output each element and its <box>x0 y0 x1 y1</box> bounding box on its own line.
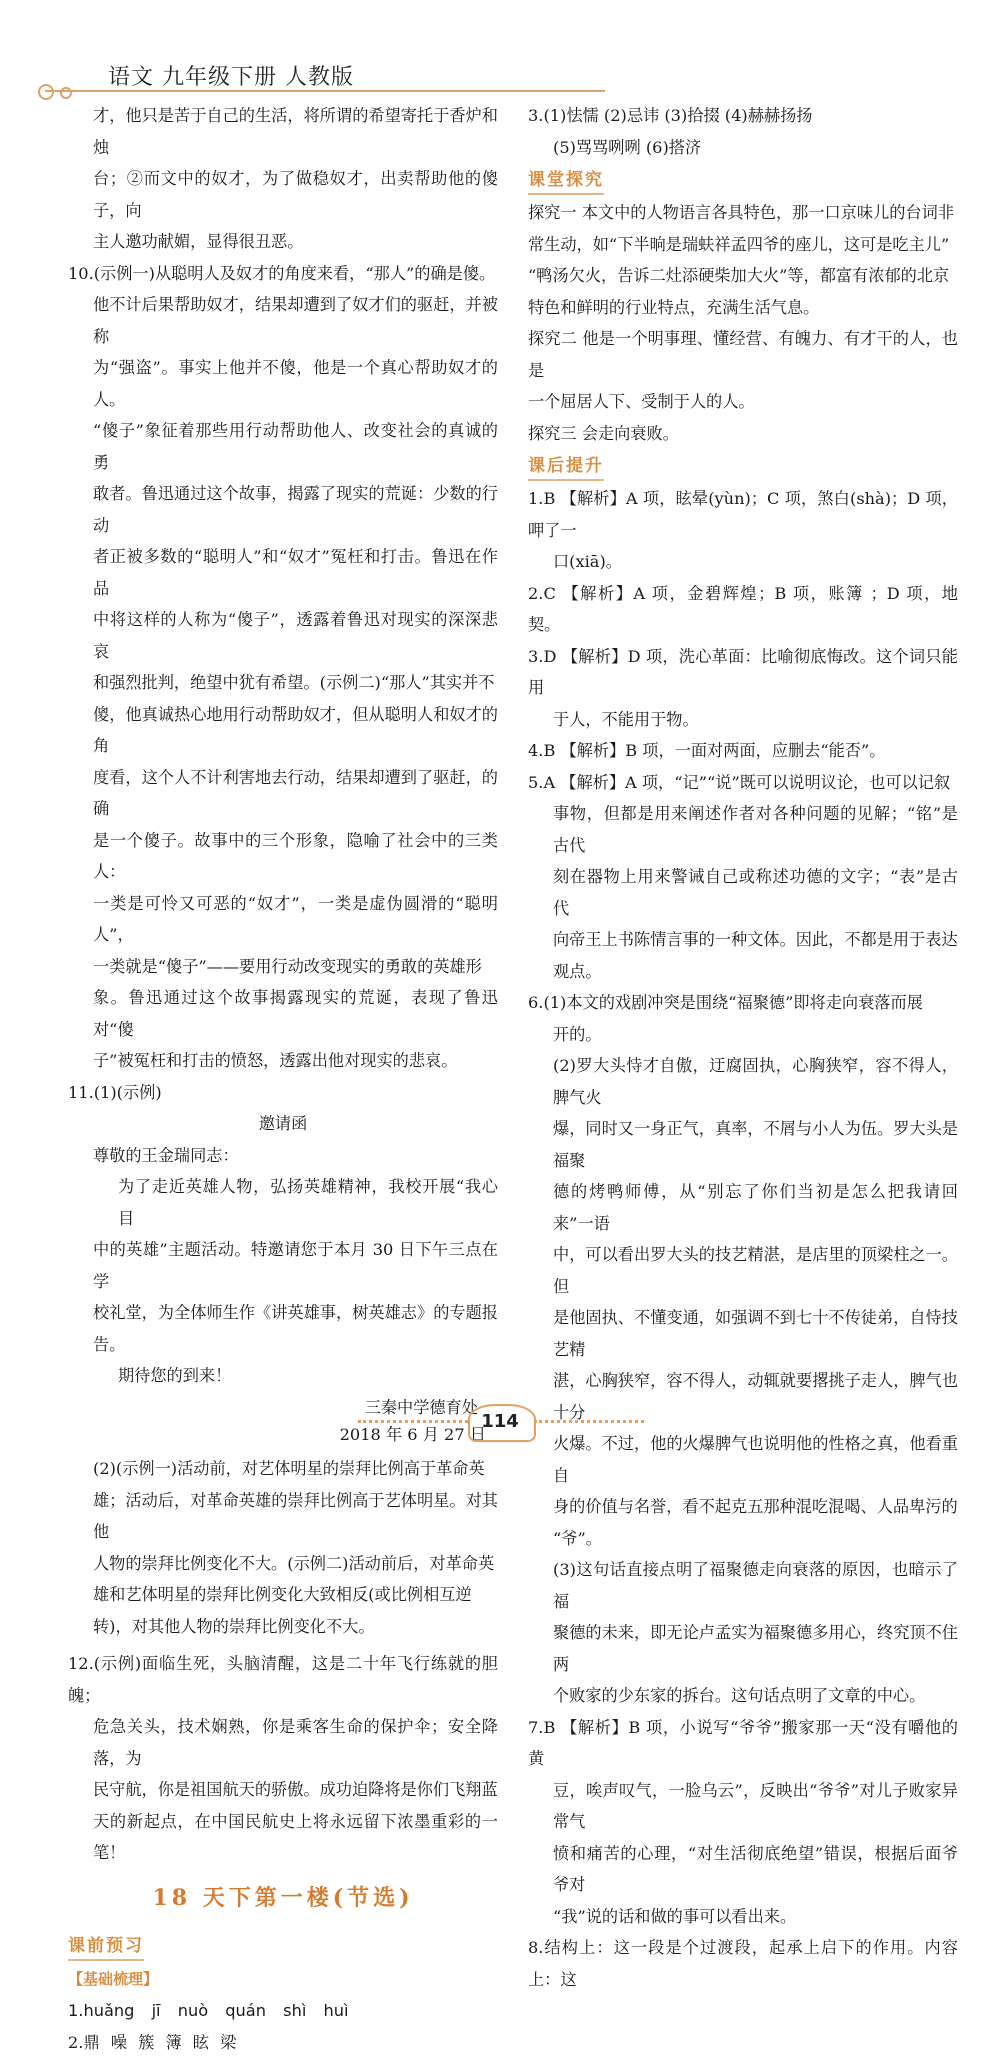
text-line: 子”被冤枉和打击的愤怒，透露出他对现实的悲哀。 <box>68 1045 498 1077</box>
text-line: 个败家的少东家的拆台。这句话点明了文章的中心。 <box>528 1680 958 1712</box>
subsection-basic: 【基础梳理】 <box>68 1964 158 1996</box>
text-line: 民守航，你是祖国航天的骄傲。成功迫降将是你们飞翔蓝 <box>68 1774 498 1806</box>
text-line: 校礼堂，为全体师生作《讲英雄事，树英雄志》的专题报告。 <box>68 1297 498 1360</box>
text-line: 湛，心胸狭窄，容不得人，动辄就要撂挑子走人，脾气也十分 <box>528 1365 958 1428</box>
header-title: 语文 九年级下册 人教版 <box>108 60 354 91</box>
text-line: 一类就是“傻子”——要用行动改变现实的勇敢的英雄形 <box>68 951 498 983</box>
footer-dotted-rule-left <box>358 1420 468 1423</box>
text-line: 探究二 他是一个明事理、懂经营、有魄力、有才干的人，也是 <box>528 323 958 386</box>
text-line: 聚德的未来，即无论卢孟实为福聚德多用心，终究顶不住两 <box>528 1617 958 1680</box>
text-line: 6.(1)本文的戏剧冲突是围绕“福聚德”即将走向衰落而展 <box>528 987 958 1019</box>
text-line: (2)(示例一)活动前，对艺体明星的崇拜比例高于革命英 <box>68 1453 498 1485</box>
text-line: 是一个傻子。故事中的三个形象，隐喻了社会中的三类人： <box>68 825 498 888</box>
answer-12 <box>68 1648 498 1869</box>
text-line: 3.(1)怯懦 (2)忌讳 (3)拾掇 (4)赫赫扬扬 <box>528 100 958 132</box>
explore-2 <box>528 323 958 418</box>
text-line: 象。鲁迅通过这个故事揭露现实的荒诞，表现了鲁迅对“傻 <box>68 982 498 1045</box>
text-line: 4.B 【解析】B 项，一面对两面，应删去“能否”。 <box>528 735 958 767</box>
text-line: 向帝王上书陈情言事的一种文体。因此，不都是用于表达 <box>528 924 958 956</box>
text-line: 2.鼎 噪 簇 簿 眩 梁 <box>68 2027 498 2058</box>
text-line: 特色和鲜明的行业特点，充满生活气息。 <box>528 292 958 324</box>
text-line: 是他固执、不懂变通，如强调不到七十不传徒弟，自恃技艺精 <box>528 1302 958 1365</box>
right-column <box>528 100 958 1995</box>
text-line: 事物，但都是用来阐述作者对各种问题的见解；“铭”是古代 <box>528 798 958 861</box>
explore-1 <box>528 197 958 323</box>
text-line: 3.D 【解析】D 项，洗心革面：比喻彻底悔改。这个词只能用 <box>528 641 958 704</box>
answer-11 <box>68 1077 498 1643</box>
section-heading-explore: 课堂探究 <box>528 167 604 195</box>
text-line: 愤和痛苦的心理，“对生活彻底绝望”错误，根据后面爷爷对 <box>528 1838 958 1901</box>
letter-close: 期待您的到来！ <box>68 1360 498 1392</box>
letter-greeting: 尊敬的王金瑞同志： <box>68 1140 498 1172</box>
text-line: 刻在器物上用来警诫自己或称述功德的文字；“表”是古代 <box>528 861 958 924</box>
text-line: (2)罗大头恃才自傲，迂腐固执，心胸狭窄，容不得人，脾气火 <box>528 1050 958 1113</box>
left-column <box>68 100 498 2058</box>
text-line: 于人，不能用于物。 <box>528 704 958 736</box>
text-line: 1.huǎng jī nuò quán shì huì <box>68 1995 498 2027</box>
text-line: 12.(示例)面临生死，头脑清醒，这是二十年飞行练就的胆魄； <box>68 1648 498 1711</box>
text-line: 雄；活动后，对革命英雄的崇拜比例高于艺体明星。对其他 <box>68 1485 498 1548</box>
text-line: 为了走近英雄人物，弘扬英雄精神，我校开展“我心目 <box>68 1171 498 1234</box>
header-rule <box>45 90 605 92</box>
text-line: 人物的崇拜比例变化不大。(示例二)活动前后，对革命英 <box>68 1548 498 1580</box>
text-line: 火爆。不过，他的火爆脾气也说明他的性格之真，他看重自 <box>528 1428 958 1491</box>
text-line: 7.B 【解析】B 项，小说写“爷爷”搬家那一天“没有嚼他的黄 <box>528 1712 958 1775</box>
text-line: 常生动，如“下半晌是瑞蚨祥孟四爷的座儿，这可是吃主儿” <box>528 229 958 261</box>
letter-signature: 三秦中学德育处 <box>68 1392 498 1424</box>
text-line: 观点。 <box>528 956 958 988</box>
text-line: 中将这样的人称为“傻子”，透露着鲁迅对现实的深深悲哀 <box>68 604 498 667</box>
text-line: (3)这句话直接点明了福聚德走向衰落的原因，也暗示了福 <box>528 1554 958 1617</box>
text-line: 开的。 <box>528 1019 958 1051</box>
text-line: 探究一 本文中的人物语言各具特色，那一口京味儿的台词非 <box>528 197 958 229</box>
text-line: 和强烈批判，绝望中犹有希望。(示例二)“那人”其实并不 <box>68 667 498 699</box>
text-line: (5)骂骂咧咧 (6)搭济 <box>528 132 958 164</box>
page-footer <box>0 1402 1000 1442</box>
text-line: 危急关头，技术娴熟，你是乘客生命的保护伞；安全降落，为 <box>68 1711 498 1774</box>
text-line: 一类是可怜又可恶的“奴才”，一类是虚伪圆滑的“聪明人”， <box>68 888 498 951</box>
text-line: 5.A 【解析】A 项，“记”“说”既可以说明议论，也可以记叙 <box>528 767 958 799</box>
footer-dotted-rule-right <box>534 1420 644 1423</box>
text-line: “傻子”象征着那些用行动帮助他人、改变社会的真诚的勇 <box>68 415 498 478</box>
page-number: 114 <box>472 1402 528 1442</box>
text-line: “鸭汤欠火，告诉二灶添硬柴加大火”等，都富有浓郁的北京 <box>528 260 958 292</box>
text-line: 11.(1)(示例) <box>68 1077 498 1109</box>
section-heading-after: 课后提升 <box>528 453 604 481</box>
answer-continued <box>68 100 498 258</box>
text-line: 他不计后果帮助奴才，结果却遭到了奴才们的驱赶，并被称 <box>68 289 498 352</box>
text-line: “我”说的话和做的事可以看出来。 <box>528 1901 958 1933</box>
text-line: 台；②而文中的奴才，为了做稳奴才，出卖帮助他的傻子，向 <box>68 163 498 226</box>
text-line: 雄和艺体明星的崇拜比例变化大致相反(或比例相互逆 <box>68 1579 498 1611</box>
text-line: 10.(示例一)从聪明人及奴才的角度来看，“那人”的确是傻。 <box>68 258 498 290</box>
text-line: 才，他只是苦于自己的生活，将所谓的希望寄托于香炉和烛 <box>68 100 498 163</box>
text-line: 转)，对其他人物的崇拜比例变化不大。 <box>68 1611 498 1643</box>
text-line: 1.B 【解析】A 项，眩晕(yùn)；C 项，煞白(shà)；D 项，呷了一 <box>528 483 958 546</box>
text-line: 中，可以看出罗大头的技艺精湛，是店里的顶梁柱之一。但 <box>528 1239 958 1302</box>
header-ornament-circle-small <box>60 87 72 99</box>
text-line: 傻，他真诚热心地用行动帮助奴才，但从聪明人和奴才的角 <box>68 699 498 762</box>
text-line: 中的英雄”主题活动。特邀请您于本月 30 日下午三点在学 <box>68 1234 498 1297</box>
section-heading-preview: 课前预习 <box>68 1933 144 1961</box>
text-line: 为“强盗”。事实上他并不傻，他是一个真心帮助奴才的人。 <box>68 352 498 415</box>
text-line: 度看，这个人不计利害地去行动，结果却遭到了驱赶，的确 <box>68 762 498 825</box>
text-line: 口(xiā)。 <box>528 546 958 578</box>
text-line: 豆，唉声叹气，一脸乌云”，反映出“爷爷”对儿子败家异常气 <box>528 1775 958 1838</box>
text-line: 天的新起点，在中国民航史上将永远留下浓墨重彩的一笔！ <box>68 1806 498 1869</box>
text-line: “爷”。 <box>528 1523 958 1555</box>
text-line: 一个屈居人下、受制于人的人。 <box>528 386 958 418</box>
text-line: 8.结构上：这一段是个过渡段，起承上启下的作用。内容上：这 <box>528 1932 958 1995</box>
text-line: 者正被多数的“聪明人”和“奴才”冤枉和打击。鲁迅在作品 <box>68 541 498 604</box>
letter-title: 邀请函 <box>68 1108 498 1140</box>
text-line: 爆，同时又一身正气，真率，不屑与小人为伍。罗大头是福聚 <box>528 1113 958 1176</box>
answer-10 <box>68 258 498 1077</box>
header-ornament-circle <box>38 84 54 100</box>
text-line: 敢者。鲁迅通过这个故事，揭露了现实的荒诞：少数的行动 <box>68 478 498 541</box>
text-line: 身的价值与名誉，看不起克五那种混吃混喝、人品卑污的 <box>528 1491 958 1523</box>
text-line: 2.C 【解析】A 项，金碧辉煌；B 项，账簿 ；D 项，地契。 <box>528 578 958 641</box>
text-line: 德的烤鸭师傅，从“别忘了你们当初是怎么把我请回来”一语 <box>528 1176 958 1239</box>
chapter-title: 18 天下第一楼(节选) <box>68 1881 498 1915</box>
letter-date: 2018 年 6 月 27 日 <box>68 1423 498 1447</box>
explore-3: 探究三 会走向衰败。 <box>528 418 958 450</box>
text-line: 主人邀功献媚，显得很丑恶。 <box>68 226 498 258</box>
